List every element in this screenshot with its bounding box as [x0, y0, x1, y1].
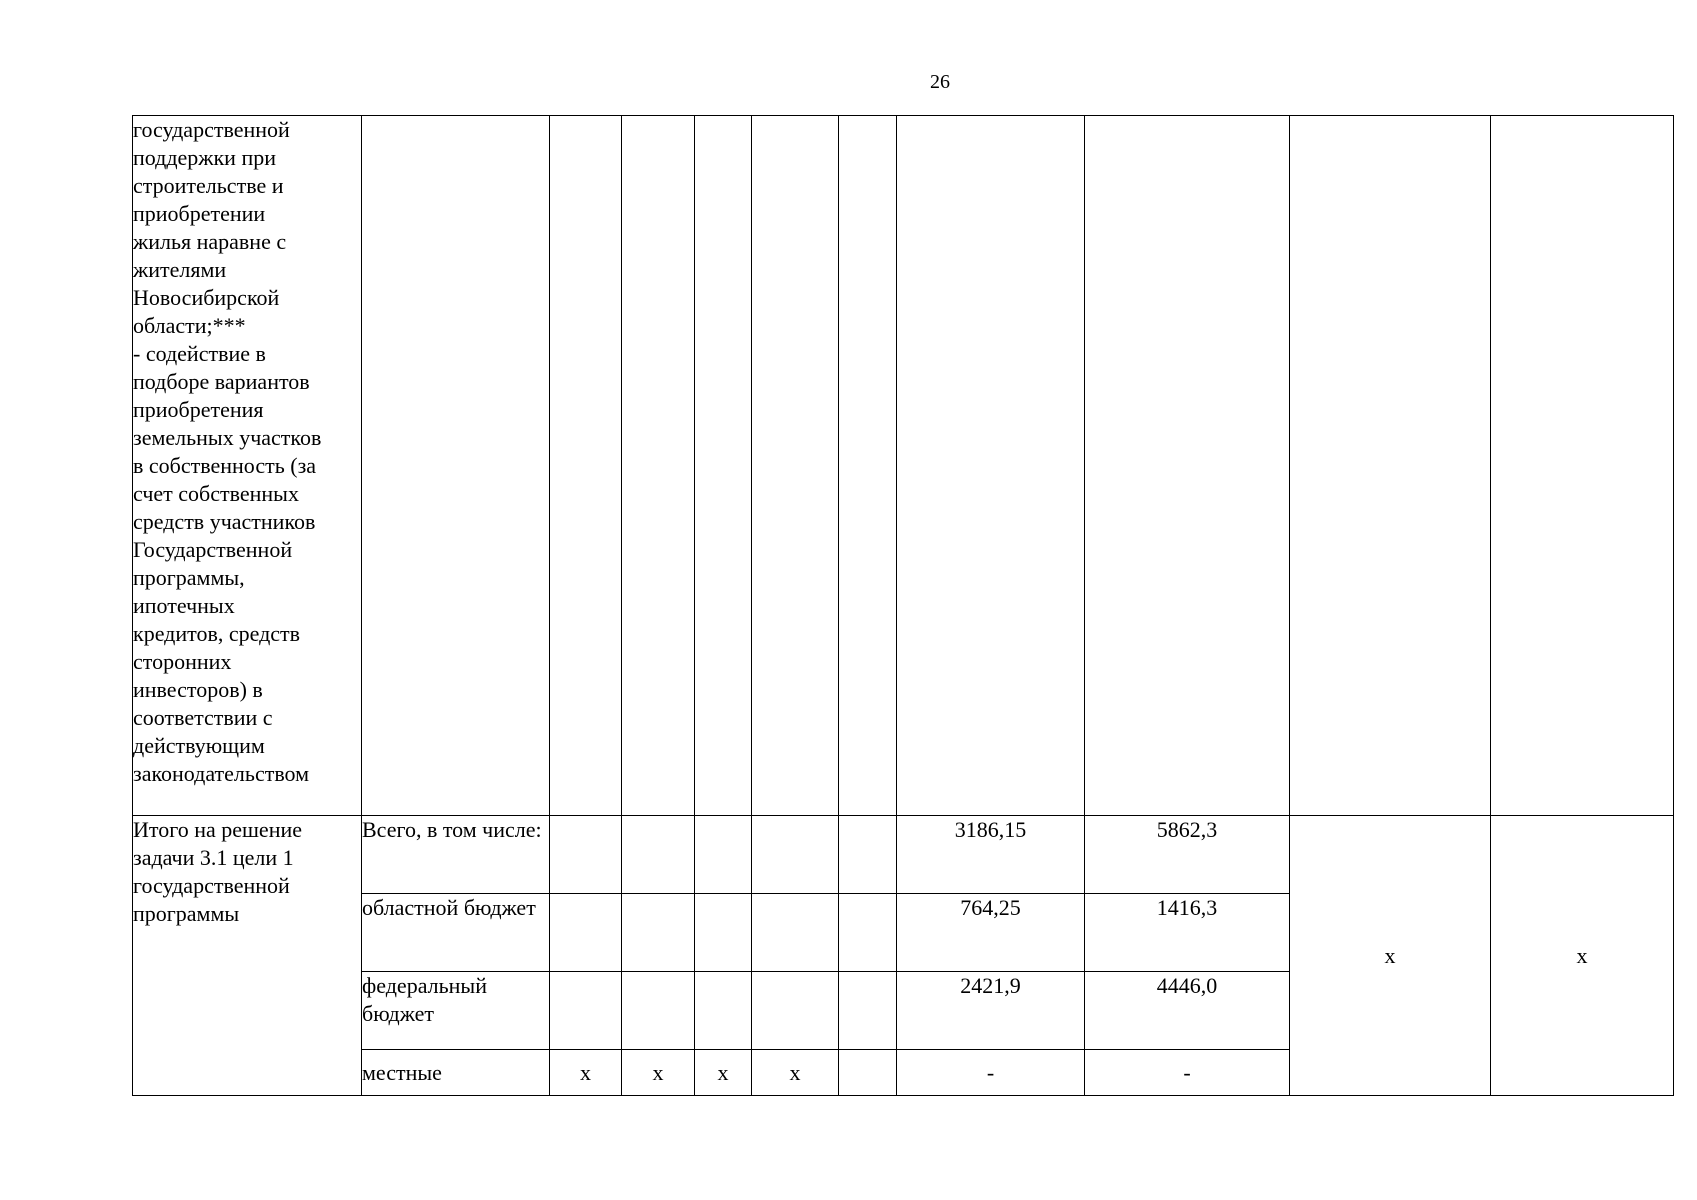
empty-cell	[1491, 116, 1674, 816]
source-cell	[362, 1050, 550, 1096]
amount-cell: 2421,9	[897, 972, 1085, 1050]
amount-cell: 1416,3	[1085, 894, 1290, 972]
description-row	[133, 116, 1674, 816]
source-cell	[362, 816, 550, 894]
value-cell: x	[752, 1050, 839, 1096]
amount-cell: -	[1085, 1050, 1290, 1096]
source-label: Всего, в том числе:	[362, 817, 542, 842]
value-cell	[550, 894, 622, 972]
empty-cell	[695, 116, 752, 816]
empty-cell	[897, 116, 1085, 816]
value-cell: x	[550, 1050, 622, 1096]
value-cell	[839, 972, 897, 1050]
value-cell	[695, 816, 752, 894]
value-cell	[752, 972, 839, 1050]
value-cell	[550, 816, 622, 894]
source-label: федеральный бюджет	[362, 973, 487, 1026]
source-cell	[362, 894, 550, 972]
total-label-cell	[133, 816, 362, 1096]
merged-x-cell: x	[1290, 816, 1491, 1096]
empty-cell	[550, 116, 622, 816]
empty-cell	[362, 116, 550, 816]
value-cell	[695, 894, 752, 972]
value-cell	[622, 894, 695, 972]
merged-x-cell: x	[1491, 816, 1674, 1096]
value-cell	[752, 816, 839, 894]
source-label: областной бюджет	[362, 895, 536, 920]
description-text: государственной поддержки при строительстве и приобретении жилья наравне с жителями Новосибирской области;*** - содействие в подборе вариантов приобретения земельных участков в собственность (за счет собственных средств участников Государственной программы, ипотечных кредитов, средств сторонних инвесторов) в соответствии с действующим законодательством	[133, 117, 322, 786]
empty-cell	[839, 116, 897, 816]
description-cell	[133, 116, 362, 816]
value-cell	[839, 816, 897, 894]
empty-cell	[752, 116, 839, 816]
amount-cell: 3186,15	[897, 816, 1085, 894]
amount-cell: 764,25	[897, 894, 1085, 972]
value-cell	[752, 894, 839, 972]
value-cell	[839, 1050, 897, 1096]
empty-cell	[1290, 116, 1491, 816]
value-cell	[550, 972, 622, 1050]
source-cell	[362, 972, 550, 1050]
value-cell	[839, 894, 897, 972]
value-cell	[622, 816, 695, 894]
total-label: Итого на решение задачи 3.1 цели 1 государственной программы	[133, 817, 303, 926]
total-row-all	[133, 816, 1674, 894]
value-cell	[622, 972, 695, 1050]
empty-cell	[1085, 116, 1290, 816]
amount-cell: -	[897, 1050, 1085, 1096]
empty-cell	[622, 116, 695, 816]
page-number: 26	[930, 71, 950, 93]
amount-cell: 5862,3	[1085, 816, 1290, 894]
amount-cell: 4446,0	[1085, 972, 1290, 1050]
source-label: местные	[362, 1060, 442, 1085]
budget-table	[132, 115, 1674, 1096]
value-cell	[695, 972, 752, 1050]
value-cell: x	[695, 1050, 752, 1096]
value-cell: x	[622, 1050, 695, 1096]
